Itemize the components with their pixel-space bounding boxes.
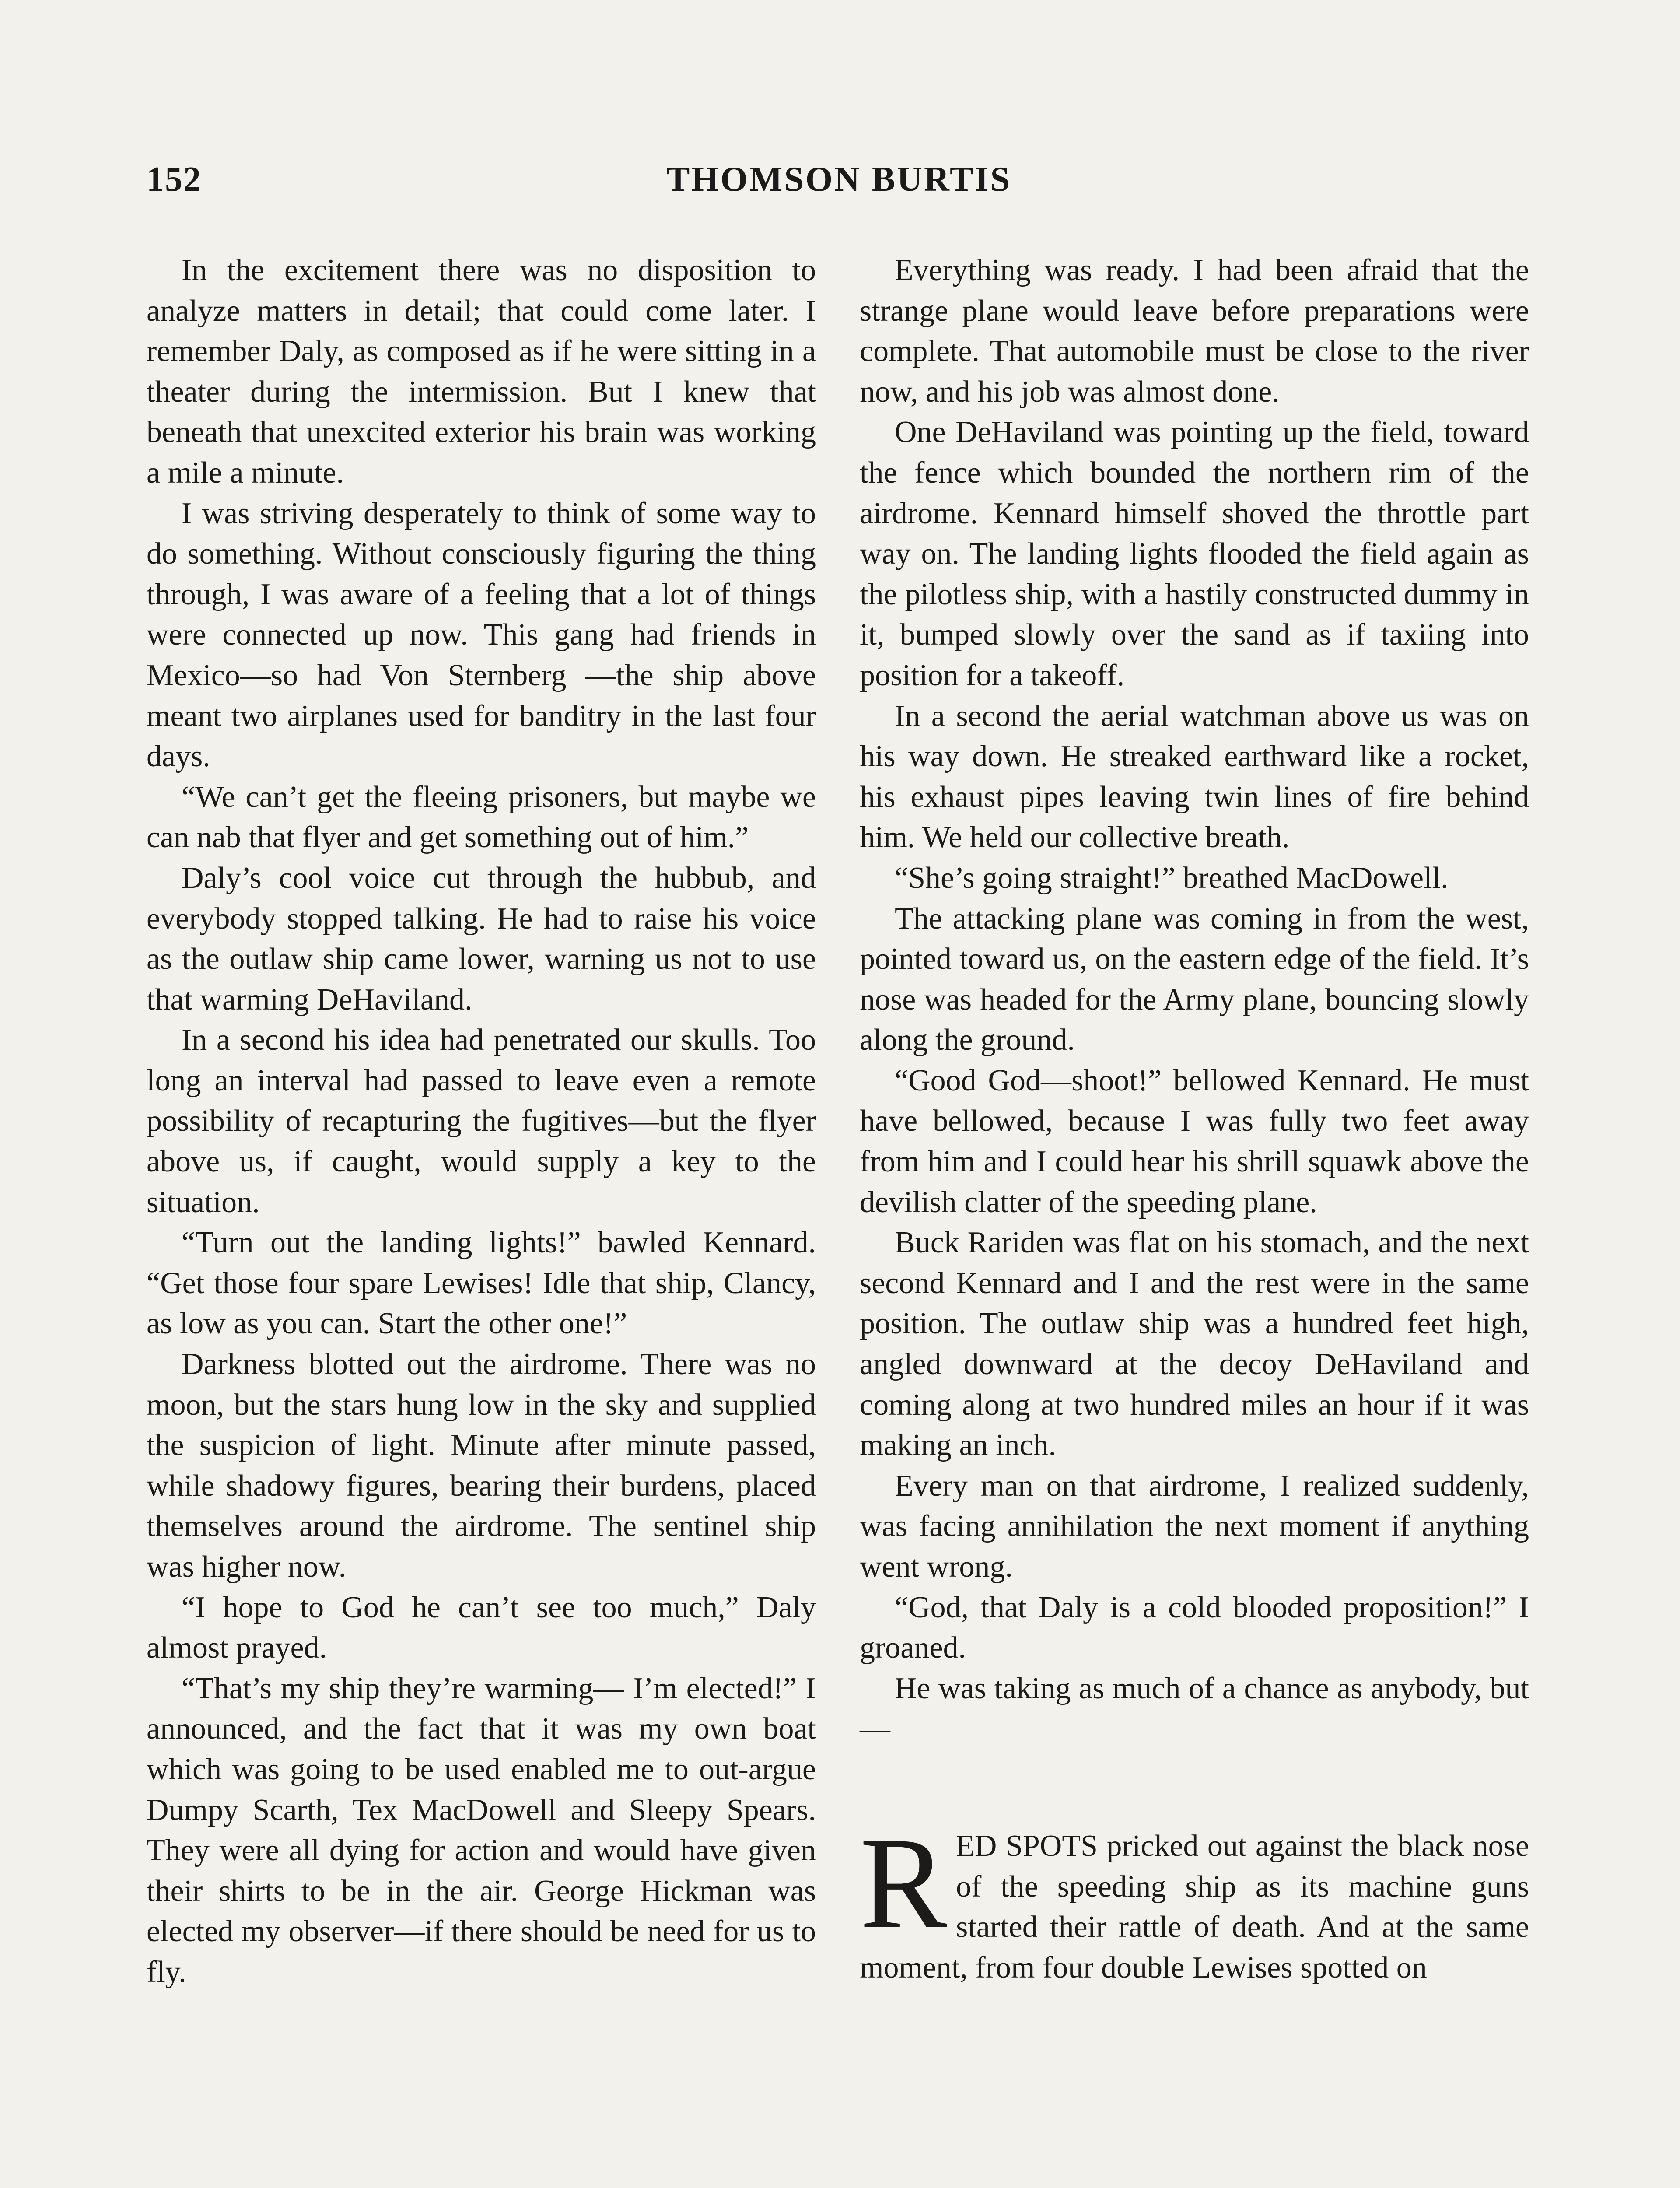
right-column bbox=[860, 250, 1529, 1988]
paragraph: In a second his idea had penetrated our skulls. Too long an interval had passed to leave even a remote possibility of recapturing the fugitives—but the flyer above us, if caught, would supply a key to the situation. bbox=[147, 1023, 816, 1219]
page-header bbox=[147, 160, 1531, 212]
paragraph: Buck Rariden was flat on his stomach, and the next second Kennard and I and the rest were in the same position. The outlaw ship was a hundred feet high, angled downward at the decoy DeHaviland and coming along at two hundred miles an hour if it was making an inch. bbox=[860, 1226, 1529, 1462]
paragraph: Darkness blotted out the airdrome. There was no moon, but the stars hung low in the sky and supplied the suspicion of light. Minute after minute passed, while shadowy figures, bearing their burdens, placed themselves around the airdrome. The sentinel ship was higher now. bbox=[147, 1347, 816, 1584]
paragraph: Every man on that airdrome, I realized suddenly, was facing annihilation the next moment if anything went wrong. bbox=[860, 1469, 1529, 1584]
running-head: THOMSON BURTIS bbox=[666, 160, 1012, 199]
paragraph: “She’s going straight!” breathed MacDowell. bbox=[895, 861, 1449, 895]
paragraph: In the excitement there was no disposition to analyze matters in detail; that could come later. I remember Daly, as composed as if he were sitting in a theater during the intermission. But I knew that beneath that unexcited exterior his brain was working a mile a minute. bbox=[147, 253, 816, 490]
paragraph: “That’s my ship they’re warming— I’m elected!” I announced, and the fact that it was my own boat which was going to be used enabled me to out-argue Dumpy Scarth, Tex MacDowell and Sleepy Spears. They were all dying for action and would have given their shirts to be in the air. George Hickman was elected my observer—if there should be need for us to fly. bbox=[147, 1671, 816, 1989]
paragraph: In a second the aerial watchman above us was on his way down. He streaked earthward like a rocket, his exhaust pipes leaving twin lines of fire behind him. We held our collective breath. bbox=[860, 699, 1529, 855]
paragraph: “God, that Daly is a cold blooded proposition!” I groaned. bbox=[860, 1590, 1529, 1665]
paragraph: He was taking as much of a chance as anybody, but— bbox=[860, 1671, 1529, 1746]
drop-cap-lead-in: ED SPOTS bbox=[956, 1829, 1098, 1863]
paragraph-text: pricked out against the black nose of the speeding ship as its machine guns started their rattle of death. And at the same moment, from four double Lewises spotted on bbox=[860, 1829, 1529, 1985]
paragraph: “Good God—shoot!” bellowed Kennard. He must have bellowed, because I was fully two feet away from him and I could hear his shrill squawk above the devilish clatter of the speeding plane. bbox=[860, 1063, 1529, 1219]
paragraph: The attacking plane was coming in from the west, pointed toward us, on the eastern edge of the field. It’s nose was headed for the Army plane, bouncing slowly along the ground. bbox=[860, 901, 1529, 1057]
section-opening-paragraph bbox=[860, 1810, 1529, 1988]
paragraph: I was striving desperately to think of some way to do something. Without consciously figuring the thing through, I was aware of a feeling that a lot of things were connected up now. This gang had friends in Mexico—so had Von Sternberg —the ship above meant two airplanes used for banditry in the last four days. bbox=[147, 496, 816, 774]
paragraph: Daly’s cool voice cut through the hubbub, and everybody stopped talking. He had to raise his voice as the outlaw ship came lower, warning us not to use that warming DeHaviland. bbox=[147, 861, 816, 1017]
paragraph: One DeHaviland was pointing up the field, toward the fence which bounded the northern rim of the airdrome. Kennard himself shoved the throttle part way on. The landing lights flooded the field again as the pilotless ship, with a hastily constructed dummy in it, bumped slowly over the sand as if taxiing into position for a takeoff. bbox=[860, 415, 1529, 692]
drop-cap: R bbox=[860, 1810, 948, 1956]
paragraph: “Turn out the landing lights!” bawled Kennard. “Get those four spare Lewises! Idle that ship, Clancy, as low as you can. Start the other one!” bbox=[147, 1226, 816, 1341]
paragraph: “We can’t get the fleeing prisoners, but maybe we can nab that flyer and get something out of him.” bbox=[147, 780, 816, 855]
paragraph: Everything was ready. I had been afraid that the strange plane would leave before preparations were complete. That automobile must be close to the river now, and his job was almost done. bbox=[860, 253, 1529, 409]
paragraph: “I hope to God he can’t see too much,” Daly almost prayed. bbox=[147, 1590, 816, 1665]
page-number: 152 bbox=[147, 160, 202, 199]
left-column bbox=[147, 250, 816, 1993]
